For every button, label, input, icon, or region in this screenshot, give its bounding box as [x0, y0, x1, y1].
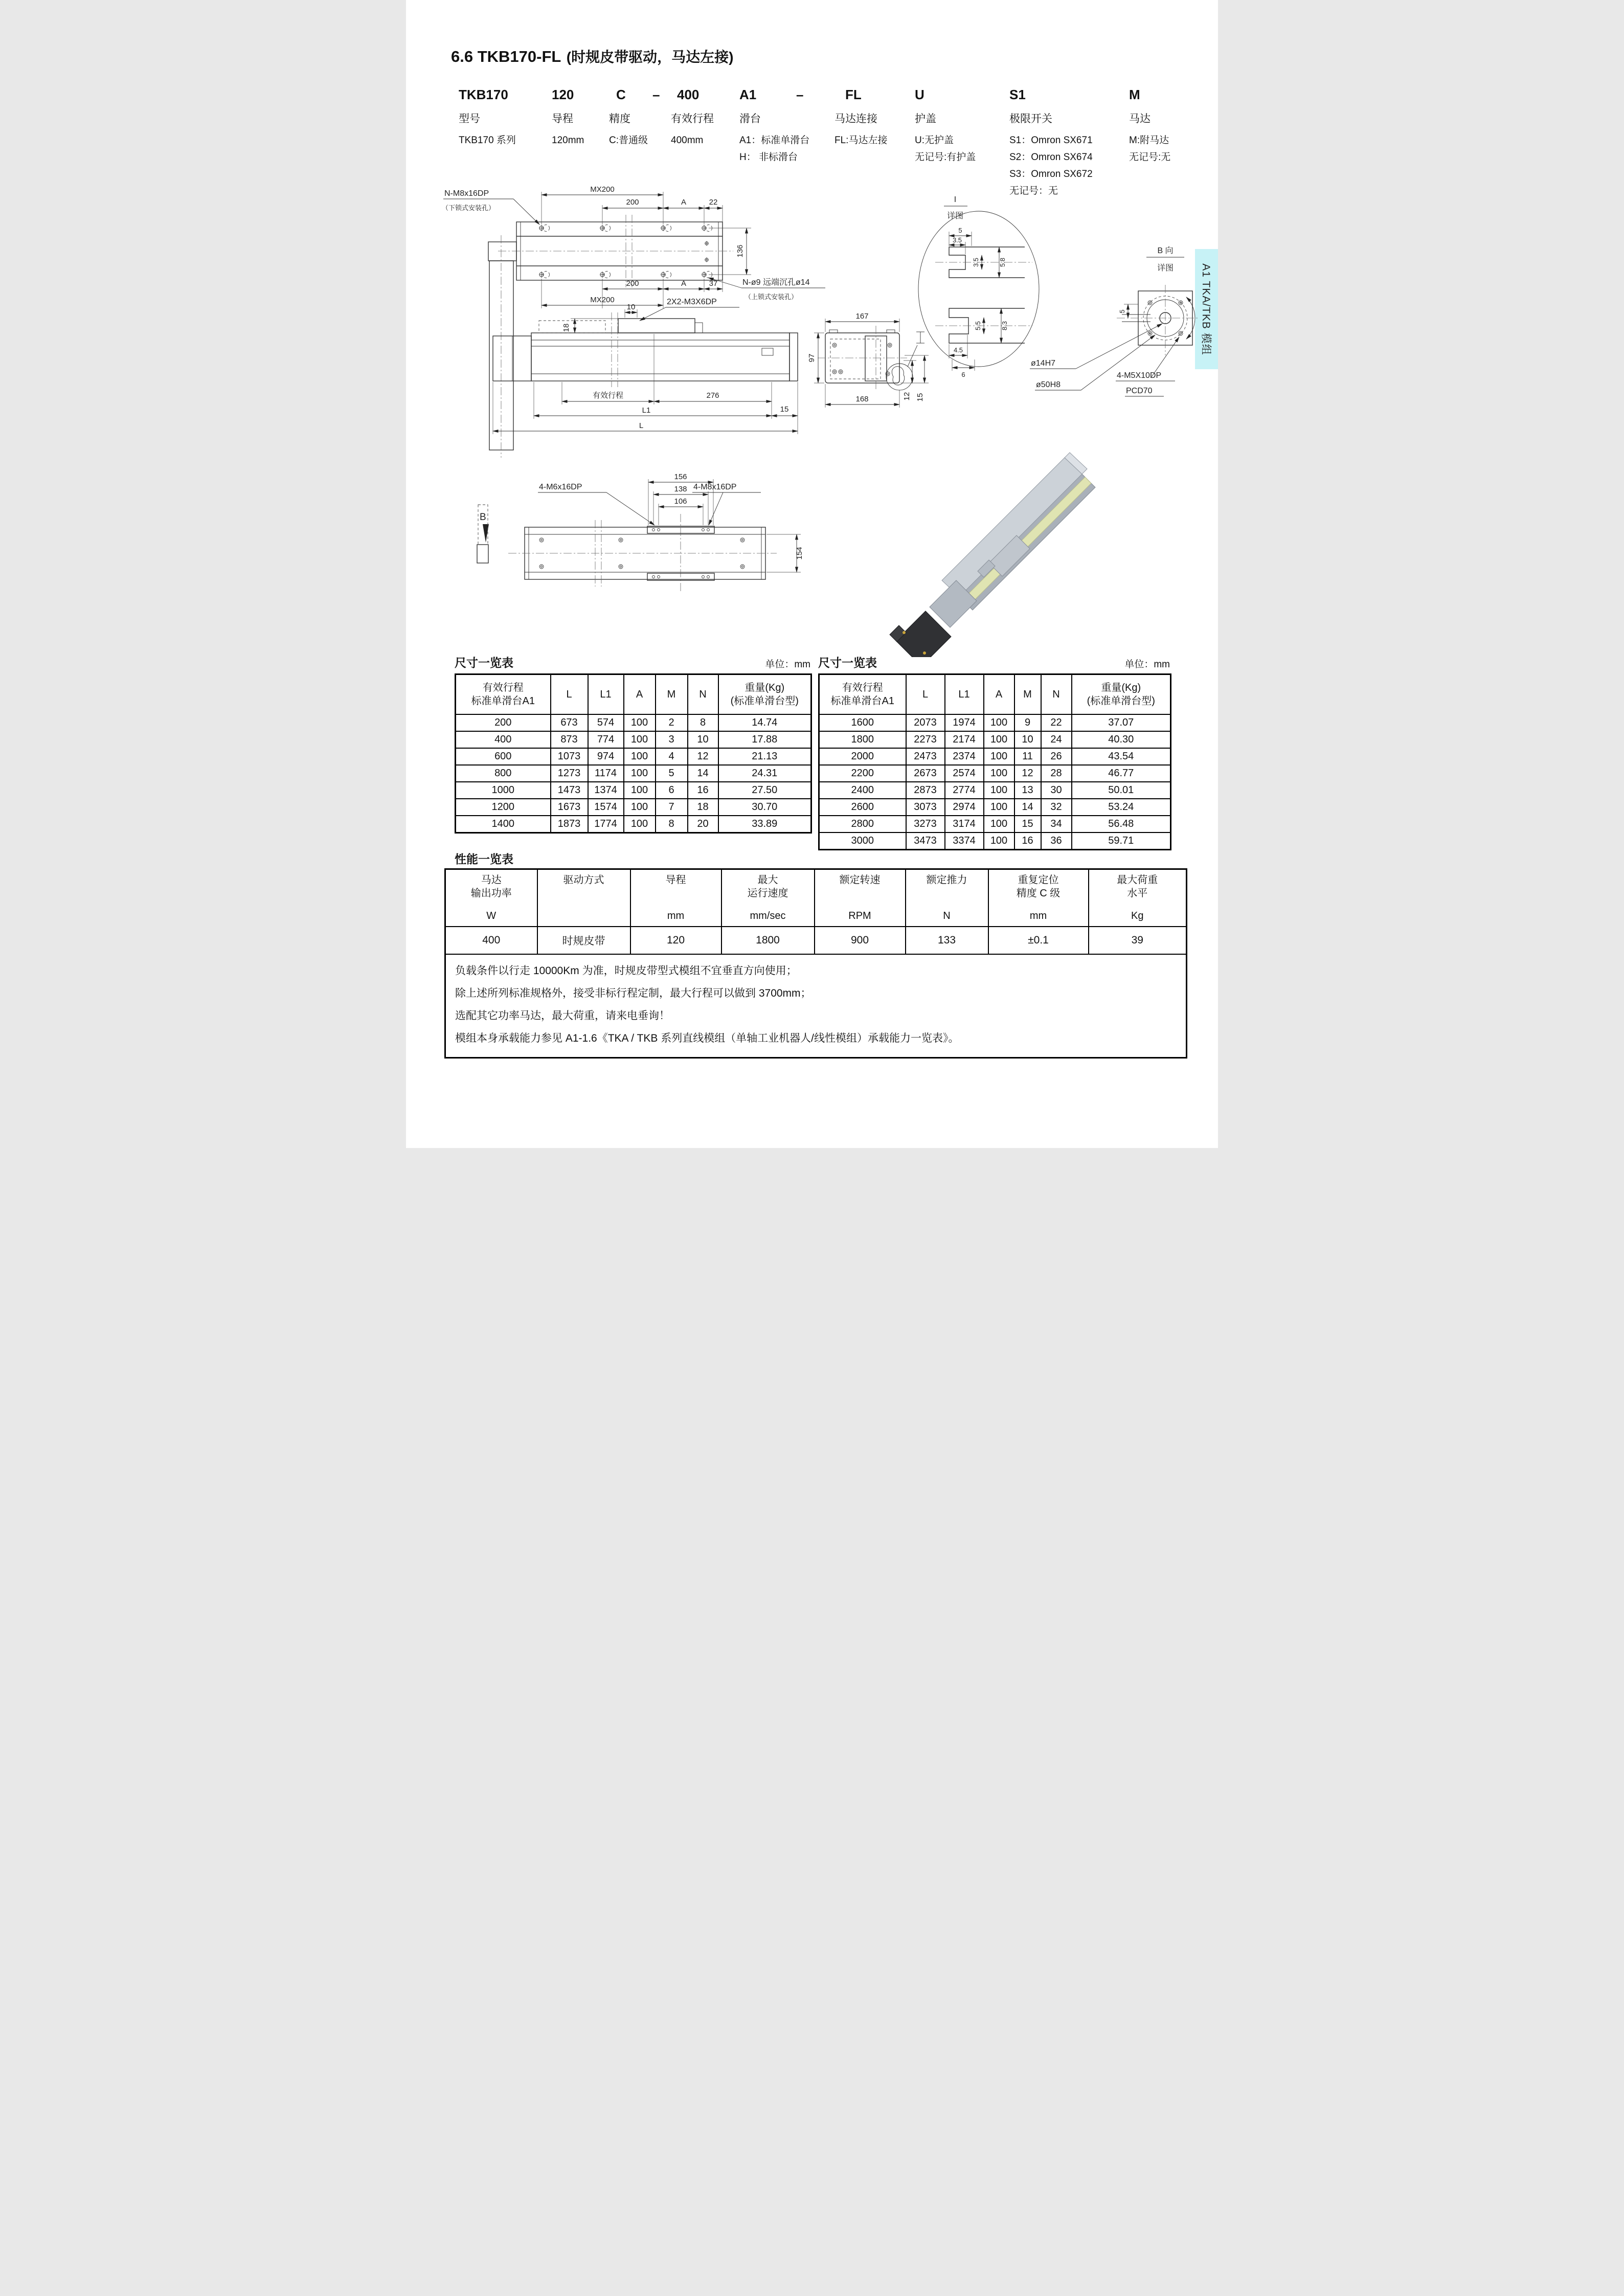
table-cell: 100 — [984, 714, 1014, 731]
table-row — [456, 799, 811, 816]
table-cell: 43.54 — [1072, 748, 1171, 765]
table-cell: 100 — [984, 832, 1014, 850]
dim-label: 4.5 — [953, 346, 963, 354]
table-cell: 100 — [624, 714, 656, 731]
table-cell: 53.24 — [1072, 799, 1171, 816]
table-cell: 574 — [588, 714, 624, 731]
table-row — [819, 748, 1171, 765]
table-cell: 1774 — [588, 816, 624, 833]
table-cell: 100 — [984, 816, 1014, 832]
table-cell: 15 — [1014, 816, 1041, 832]
bore-callout-50: ø50H8 — [1036, 380, 1061, 389]
detail-b-view — [1030, 246, 1199, 396]
legend-lines — [459, 132, 516, 149]
table-cell: 1974 — [945, 714, 984, 731]
table-cell: 5 — [656, 765, 688, 782]
dim-label: 156 — [674, 472, 687, 481]
text-line: 负载条件以行走 10000Km 为准，时规皮带型式模组不宜垂直方向使用； — [455, 965, 797, 977]
detail-b-title: 详图 — [1157, 264, 1174, 273]
performance-table-title: 性能一览表 — [455, 852, 513, 866]
col-A: A — [624, 674, 656, 715]
text-line: H： 非标滑台 — [739, 152, 798, 163]
table-cell: 1600 — [819, 714, 906, 731]
dim-label: 37 — [709, 279, 718, 288]
dim-label: 276 — [706, 391, 719, 400]
table-cell: 2200 — [819, 765, 906, 782]
notes-cell — [445, 954, 1187, 1058]
legend-label: 滑台 — [739, 113, 761, 125]
table-cell: 800 — [456, 765, 551, 782]
code-cover: U — [915, 87, 924, 102]
end-view — [807, 312, 929, 408]
table-cell: 1073 — [551, 748, 588, 765]
legend-lines — [739, 132, 809, 166]
text-line: M:附马达 — [1129, 135, 1169, 146]
dim-label: 10 — [626, 303, 636, 311]
table-cell: 100 — [624, 748, 656, 765]
table-cell: 59.71 — [1072, 832, 1171, 850]
table-cell: 974 — [588, 748, 624, 765]
legend-label: 型号 — [459, 113, 480, 125]
table-cell: 400 — [456, 731, 551, 748]
code-lead: 120 — [552, 87, 574, 102]
code-series: TKB170 — [459, 87, 508, 102]
text-line: U:无护盖 — [915, 135, 954, 146]
dim-label: 5.8 — [999, 257, 1006, 267]
text-line: 选配其它功率马达，最大荷重，请来电垂询！ — [455, 1010, 670, 1022]
dim-label: MX200 — [590, 187, 615, 194]
slider-tap-callout: 2X2-M3X6DP — [667, 298, 717, 306]
table-cell: 1200 — [456, 799, 551, 816]
table-cell: 7 — [656, 799, 688, 816]
table-cell: 3273 — [906, 816, 945, 832]
chapter-side-tab-label: A1 TKA/TKB 模组 — [1200, 263, 1212, 355]
dim-label: L — [639, 421, 644, 430]
perf-value: ±0.1 — [988, 927, 1089, 954]
table-cell: 2400 — [819, 782, 906, 799]
legend-motor — [1129, 110, 1170, 166]
section-number-model: 6.6 TKB170-FL — [451, 48, 561, 65]
table-row — [456, 765, 811, 782]
dimension-table-left — [455, 654, 810, 834]
table-cell: 8 — [656, 816, 688, 833]
col-N: N — [1041, 674, 1072, 715]
text-line: 除上述所列标准规格外，接受非标行程定制，最大行程可以做到 3700mm； — [455, 987, 811, 999]
table-cell: 32 — [1041, 799, 1072, 816]
table-cell: 100 — [624, 731, 656, 748]
detail-i-title: 详图 — [946, 212, 964, 220]
table-row — [819, 731, 1171, 748]
table-cell: 2073 — [906, 714, 945, 731]
table-cell: 4 — [656, 748, 688, 765]
code-motor: M — [1129, 87, 1140, 102]
dim-label: 12 — [903, 392, 911, 401]
table-cell: 27.50 — [718, 782, 811, 799]
table-row — [819, 714, 1171, 731]
table-cell: 100 — [624, 816, 656, 833]
table-cell: 1673 — [551, 799, 588, 816]
dim-label: 97 — [807, 353, 816, 363]
legend-label: 护盖 — [915, 113, 936, 125]
header-row — [819, 674, 1171, 715]
text-line: A1：标准单滑台 — [739, 135, 810, 146]
table-row — [819, 799, 1171, 816]
table-cell: 2174 — [945, 731, 984, 748]
table-row — [819, 765, 1171, 782]
table-cell: 37.07 — [1072, 714, 1171, 731]
text-line: 无记号:无 — [1129, 152, 1171, 163]
table-cell: 2 — [656, 714, 688, 731]
table-cell: 50.01 — [1072, 782, 1171, 799]
table-cell: 1473 — [551, 782, 588, 799]
legend-lead — [552, 110, 584, 149]
table-cell: 774 — [588, 731, 624, 748]
dim-label: 154 — [795, 547, 804, 560]
table-cell: 17.88 — [718, 731, 811, 748]
table-cell: 1800 — [819, 731, 906, 748]
flange-tap-callout: 4-M5X10DP — [1117, 371, 1162, 380]
col-L: L — [551, 674, 588, 715]
table-cell: 21.13 — [718, 748, 811, 765]
view-arrow-b-label: B — [480, 512, 486, 523]
dim-label: 106 — [674, 497, 687, 506]
dim-label: 15 — [916, 393, 924, 402]
table-cell: 28 — [1041, 765, 1072, 782]
table-cell: 16 — [688, 782, 718, 799]
dim-label: 18 — [562, 323, 571, 332]
perf-col-lead: 导程 mm — [630, 869, 721, 927]
tap-callout-m8: 4-M8x16DP — [693, 483, 737, 491]
code-switch: S1 — [1009, 87, 1026, 102]
text-line: S3：Omron SX672 — [1009, 169, 1093, 179]
perf-col-power: 马达 输出功率 W — [445, 869, 537, 927]
tap-callout-m6: 4-M6x16DP — [539, 483, 582, 491]
table-row — [819, 816, 1171, 832]
dim-label: 15 — [780, 405, 789, 414]
table-cell: 2673 — [906, 765, 945, 782]
perf-notes-row — [445, 954, 1187, 1058]
table-body — [819, 714, 1171, 850]
table-cell: 22 — [1041, 714, 1072, 731]
dim-label: 5 — [1118, 309, 1126, 313]
dim-label: 6 — [961, 371, 965, 378]
table-cell: 24 — [1041, 731, 1072, 748]
bore-callout-14: ø14H7 — [1031, 359, 1056, 368]
legend-motorconn — [834, 110, 887, 149]
perf-col-rpm: 额定转速 RPM — [815, 869, 906, 927]
table-cell: 10 — [688, 731, 718, 748]
table-cell: 1000 — [456, 782, 551, 799]
table-cell: 873 — [551, 731, 588, 748]
performance-table — [444, 868, 1187, 1059]
perf-value: 400 — [445, 927, 537, 954]
table-cell: 2374 — [945, 748, 984, 765]
product-photo — [890, 453, 1095, 657]
table-cell: 16 — [1014, 832, 1041, 850]
hole-callout-upper-note: （上锁式安装孔） — [745, 293, 798, 301]
dim-label: 5.5 — [974, 321, 982, 331]
dim-label: 168 — [855, 395, 869, 403]
perf-value: 1800 — [721, 927, 815, 954]
legend-label: 精度 — [609, 113, 630, 125]
table-unit: 单位：mm — [1124, 659, 1170, 670]
pcd-callout: PCD70 — [1126, 387, 1153, 395]
code-stroke: 400 — [677, 87, 700, 102]
table-cell: 673 — [551, 714, 588, 731]
top-view — [442, 187, 825, 458]
table-cell: 2974 — [945, 799, 984, 816]
perf-col-speed: 最大 运行速度 mm/sec — [721, 869, 815, 927]
dimension-table-right — [818, 654, 1170, 850]
table-cell: 600 — [456, 748, 551, 765]
dim-label: L1 — [642, 406, 651, 415]
table-cell: 30 — [1041, 782, 1072, 799]
bottom-view — [477, 472, 804, 592]
table-cell: 6 — [656, 782, 688, 799]
dim-label: 167 — [855, 312, 869, 321]
table-cell: 2574 — [945, 765, 984, 782]
col-weight: 重量(Kg) (标准单滑台型) — [718, 674, 811, 715]
table-cell: 200 — [456, 714, 551, 731]
table-cell: 3 — [656, 731, 688, 748]
table-cell: 36 — [1041, 832, 1072, 850]
col-L1: L1 — [945, 674, 984, 715]
legend-lines — [552, 132, 584, 149]
perf-value: 时规皮带 — [537, 927, 630, 954]
table-cell: 12 — [1014, 765, 1041, 782]
table-cell: 1174 — [588, 765, 624, 782]
table-cell: 26 — [1041, 748, 1072, 765]
table-cell: 3174 — [945, 816, 984, 832]
table-cell: 14 — [688, 765, 718, 782]
text-line: S1：Omron SX671 — [1009, 135, 1093, 146]
detail-i-view — [918, 195, 1039, 378]
table-cell: 1574 — [588, 799, 624, 816]
hole-callout-lower-note: （下锁式安装孔） — [442, 204, 495, 212]
table-cell: 10 — [1014, 731, 1041, 748]
col-M: M — [656, 674, 688, 715]
text-line: C:普通级 — [609, 135, 648, 146]
legend-slider — [739, 110, 809, 166]
dim-label: A — [681, 198, 687, 207]
table-cell: 9 — [1014, 714, 1041, 731]
table-cell: 20 — [688, 816, 718, 833]
perf-header-row — [445, 869, 1187, 927]
table-cell: 56.48 — [1072, 816, 1171, 832]
table-cell: 2774 — [945, 782, 984, 799]
table-cell: 100 — [984, 731, 1014, 748]
table-row — [456, 816, 811, 833]
table-row — [456, 782, 811, 799]
col-A: A — [984, 674, 1014, 715]
table-cell: 30.70 — [718, 799, 811, 816]
table-cell: 46.77 — [1072, 765, 1171, 782]
dim-label: 200 — [626, 198, 639, 207]
header-row — [456, 674, 811, 715]
code-dash2: – — [796, 87, 804, 102]
detail-i-mark: I — [954, 195, 957, 204]
col-stroke: 有效行程 标准单滑台A1 — [456, 674, 551, 715]
legend-lines — [834, 132, 887, 149]
dimension-table — [818, 673, 1171, 850]
table-cell: 3000 — [819, 832, 906, 850]
code-dash1: – — [652, 87, 660, 102]
side-view — [493, 298, 798, 434]
dim-label: 200 — [626, 279, 639, 288]
table-cell: 2600 — [819, 799, 906, 816]
table-cell: 100 — [624, 765, 656, 782]
table-unit: 单位：mm — [765, 659, 810, 670]
table-cell: 8 — [688, 714, 718, 731]
table-cell: 2273 — [906, 731, 945, 748]
perf-col-load: 最大荷重 水平 Kg — [1089, 869, 1187, 927]
legend-grade — [609, 110, 648, 149]
dim-label: 8.3 — [1001, 321, 1008, 331]
legend-label: 马达 — [1129, 113, 1151, 125]
table-cell: 2873 — [906, 782, 945, 799]
table-cell: 100 — [984, 765, 1014, 782]
code-slider: A1 — [739, 87, 757, 102]
table-cell: 100 — [984, 748, 1014, 765]
table-title: 尺寸一览表 — [818, 656, 877, 669]
perf-col-drive: 驱动方式 — [537, 869, 630, 927]
dim-label: 22 — [709, 198, 718, 207]
technical-drawing — [437, 187, 1199, 657]
perf-value: 900 — [815, 927, 906, 954]
page-title — [451, 46, 733, 66]
table-row — [456, 714, 811, 731]
table-cell: 2800 — [819, 816, 906, 832]
legend-lines — [915, 132, 976, 166]
perf-col-thrust: 额定推力 N — [906, 869, 988, 927]
dim-label: 136 — [736, 244, 745, 258]
table-cell: 100 — [624, 799, 656, 816]
table-cell: 1400 — [456, 816, 551, 833]
table-row — [456, 748, 811, 765]
table-row — [456, 731, 811, 748]
legend-label: 有效行程 — [671, 113, 714, 125]
dim-label: A — [681, 279, 687, 288]
code-motorconn: FL — [845, 87, 862, 102]
legend-stroke — [671, 110, 714, 149]
table-cell: 40.30 — [1072, 731, 1171, 748]
table-row — [819, 782, 1171, 799]
dim-label: 有效行程 — [592, 391, 624, 400]
perf-col-repeat: 重复定位 精度 C 级 mm — [988, 869, 1089, 927]
table-cell: 100 — [984, 799, 1014, 816]
text-line: 120mm — [552, 135, 584, 146]
legend-label: 导程 — [552, 113, 573, 125]
detail-b-mark: B 向 — [1157, 246, 1174, 255]
text-line: S2：Omron SX674 — [1009, 152, 1093, 163]
dimension-table — [455, 673, 812, 834]
hole-callout-lower: N-M8x16DP — [444, 189, 489, 198]
table-title: 尺寸一览表 — [455, 656, 513, 669]
col-M: M — [1014, 674, 1041, 715]
notes-lines — [455, 960, 1177, 1050]
table-cell: 12 — [688, 748, 718, 765]
datasheet-page — [406, 0, 1218, 1148]
legend-lines — [671, 132, 714, 149]
text-line: FL:马达左接 — [834, 135, 888, 146]
col-N: N — [688, 674, 718, 715]
table-cell: 18 — [688, 799, 718, 816]
table-cell: 100 — [624, 782, 656, 799]
table-cell: 2000 — [819, 748, 906, 765]
perf-value: 39 — [1089, 927, 1187, 954]
text-line: 模组本身承载能力参见 A1-1.6《TKA / TKB 系列直线模组（单轴工业机器人/线性模组）承载能力一览表》。 — [455, 1032, 959, 1044]
col-L1: L1 — [588, 674, 624, 715]
performance-table-block — [444, 868, 1187, 1059]
table-cell: 3073 — [906, 799, 945, 816]
legend-label: 马达连接 — [834, 113, 877, 125]
perf-value: 120 — [630, 927, 721, 954]
legend-cover — [915, 110, 976, 166]
title-subtitle: (时规皮带驱动，马达左接) — [566, 49, 734, 65]
perf-value: 133 — [906, 927, 988, 954]
col-weight: 重量(Kg) (标准单滑台型) — [1072, 674, 1171, 715]
table-cell: 1873 — [551, 816, 588, 833]
table-cell: 14 — [1014, 799, 1041, 816]
legend-switch — [1009, 110, 1093, 199]
text-line: TKB170 系列 — [459, 135, 516, 146]
table-cell: 3374 — [945, 832, 984, 850]
hole-callout-upper: N-ø9 远端沉孔ø14 — [742, 278, 810, 287]
table-cell: 14.74 — [718, 714, 811, 731]
table-cell: 100 — [984, 782, 1014, 799]
table-row — [819, 832, 1171, 850]
text-line: 无记号：无 — [1009, 186, 1058, 196]
table-cell: 3473 — [906, 832, 945, 850]
table-cell: 13 — [1014, 782, 1041, 799]
legend-lines — [609, 132, 648, 149]
legend-label: 极限开关 — [1009, 113, 1052, 125]
legend-lines — [1129, 132, 1170, 166]
dim-label: 3.5 — [952, 236, 962, 244]
dim-label: 138 — [674, 485, 687, 493]
col-L: L — [906, 674, 945, 715]
table-cell: 1374 — [588, 782, 624, 799]
table-cell: 24.31 — [718, 765, 811, 782]
perf-value-row — [445, 927, 1187, 954]
dim-label: MX200 — [590, 296, 615, 304]
table-cell: 2473 — [906, 748, 945, 765]
table-cell: 34 — [1041, 816, 1072, 832]
dim-label: 3.5 — [972, 257, 980, 267]
table-cell: 11 — [1014, 748, 1041, 765]
table-cell: 33.89 — [718, 816, 811, 833]
text-line: 无记号:有护盖 — [915, 152, 976, 163]
code-grade: C — [616, 87, 626, 102]
dim-label: 5 — [958, 227, 962, 234]
legend-series — [459, 110, 516, 149]
table-body — [456, 714, 811, 833]
text-line: 400mm — [671, 135, 704, 146]
table-cell: 1273 — [551, 765, 588, 782]
col-stroke: 有效行程 标准单滑台A1 — [819, 674, 906, 715]
